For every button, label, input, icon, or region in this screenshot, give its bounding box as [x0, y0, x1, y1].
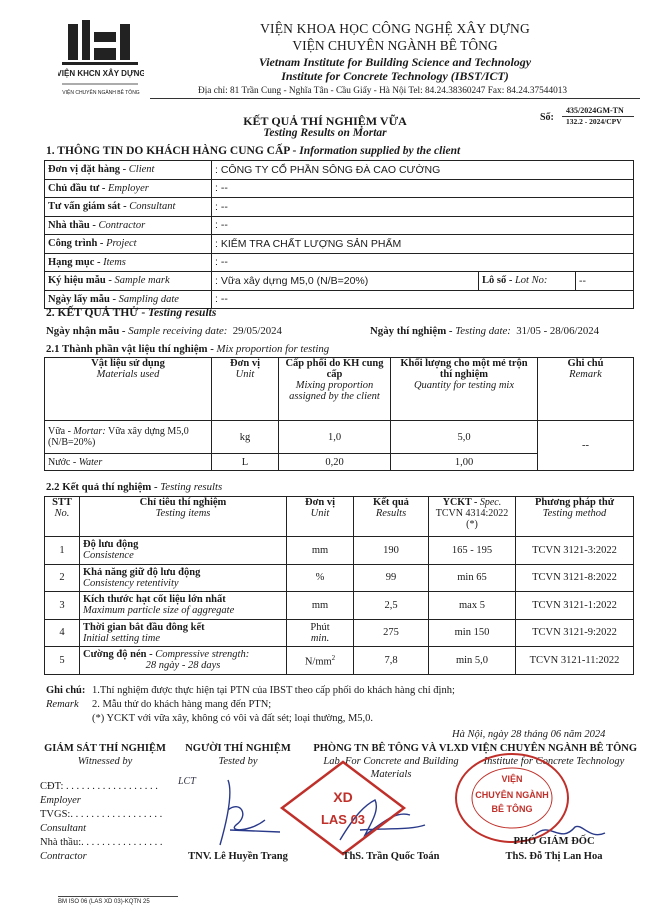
party-employer-dots: . . . . . . . . . . . . . . . . . .	[66, 781, 158, 792]
col-unit2	[287, 497, 354, 537]
col-no-vn: STT	[52, 497, 72, 508]
result-no: 5	[45, 647, 80, 675]
test-results-table	[44, 496, 634, 675]
result-unit-text: N/mm	[304, 656, 332, 667]
col-items	[80, 497, 287, 537]
result-no: 3	[45, 592, 80, 620]
info-label-en: Employer	[108, 182, 149, 194]
result-item-vn	[83, 567, 283, 578]
mat-water-en: Water	[78, 456, 103, 468]
header-divider	[150, 98, 640, 99]
col-mix-vn: Cấp phối do KH cung cấp	[285, 358, 384, 380]
party-employer	[40, 781, 158, 792]
institute-name-en: Institute for Concrete Technology (IBST/ICT)	[281, 69, 509, 83]
info-label	[45, 198, 212, 217]
col-results-vn: Kết quả	[373, 497, 409, 508]
info-label-en: Client	[128, 164, 155, 176]
party-contractor-en: Contractor	[40, 851, 87, 862]
section-2-1-title: 2.1 Thành phần vật liệu thí nghiệm -	[46, 343, 217, 355]
col-quantity	[391, 358, 538, 421]
result-unit	[287, 592, 354, 620]
result-item-vn-text: Độ lưu động	[83, 539, 139, 551]
material-water	[45, 454, 212, 471]
notes-label	[46, 685, 85, 696]
footer-code: BM ISO 06 (LAS XD 03)-KQTN 25	[58, 899, 150, 905]
result-unit-text: Phút	[310, 621, 330, 633]
doc-number-sub: 132.2 - 2024/CPV	[566, 117, 622, 126]
col-spec	[429, 497, 516, 537]
section-2-2-title-en: Testing results	[160, 481, 223, 493]
result-item-en: Initial setting time	[83, 632, 160, 644]
info-label-en: Items	[103, 256, 126, 268]
note-line-1: 1.Thí nghiệm được thực hiện tại PTN của IBST theo cấp phối do khách hàng chỉ định;	[92, 685, 455, 696]
logo-caption: VIỆN KHCN XÂY DỰNG	[58, 69, 144, 78]
sample-mark-en: Sample mark	[114, 275, 170, 287]
party-consultant	[40, 809, 162, 820]
seal-mid2: BÊ TÔNG	[491, 804, 533, 814]
note-line-2: 2. Mẫu thử do khách hàng mang đến PTN;	[92, 699, 272, 710]
sample-mark-label	[45, 272, 212, 291]
result-spec: 165 - 195	[429, 537, 516, 565]
sampling-date-value: : --	[212, 290, 634, 309]
info-label-vn: Tư vấn giám sát -	[48, 201, 130, 213]
ibst-logo	[58, 18, 144, 102]
info-row	[45, 216, 634, 235]
note-line-3: (*) YCKT với vữa xây, không có vôi và đất sét; loại thường, M5,0.	[92, 713, 374, 724]
testing-date-label: Ngày thí nghiệm -	[370, 325, 456, 337]
lot-en: Lot No:	[514, 275, 548, 287]
result-unit-sup: 2	[331, 653, 336, 662]
result-method: TCVN 3121-11:2022	[516, 647, 634, 675]
lab-title-en2: Materials	[370, 769, 412, 780]
receive-date-label-en: Sample receiving date:	[128, 325, 228, 337]
lab-title: PHÒNG TN BÊ TÔNG VÀ VLXD	[313, 743, 469, 754]
result-unit-text: mm	[311, 544, 329, 556]
mortar-quantity: 5,0	[391, 421, 538, 454]
receive-date	[46, 325, 282, 337]
supervisor-title: GIÁM SÁT THÍ NGHIỆM	[44, 743, 166, 754]
lot-value: --	[576, 272, 634, 291]
info-row	[45, 235, 634, 254]
report-title-vn: KẾT QUẢ THÍ NGHIỆM VỮA	[243, 114, 407, 128]
info-label-vn: Chủ đầu tư -	[48, 182, 108, 194]
result-unit-text: mm	[311, 599, 329, 611]
col-spec-vn: YCKT -	[442, 497, 480, 508]
tester-title-en: Tested by	[218, 756, 258, 767]
receive-date-label: Ngày nhận mẫu -	[46, 325, 129, 337]
col-materials-en: Materials used	[96, 369, 160, 380]
result-unit	[287, 537, 354, 565]
result-method: TCVN 3121-1:2022	[516, 592, 634, 620]
result-item	[80, 537, 287, 565]
col-items-en: Testing items	[155, 508, 211, 519]
info-label-en: Consultant	[129, 201, 176, 213]
info-label-vn: Đơn vị đặt hàng -	[48, 164, 129, 176]
receive-date-value: 29/05/2024	[232, 325, 282, 337]
result-spec: min 150	[429, 619, 516, 647]
info-row	[45, 161, 634, 180]
col-method-vn: Phương pháp thử	[534, 497, 615, 508]
water-unit: L	[212, 454, 279, 471]
sampling-date-vn: Ngày lấy mẫu -	[48, 293, 119, 305]
seal-top: VIỆN	[501, 774, 523, 784]
org-name-vn: VIỆN KHOA HỌC CÔNG NGHỆ XÂY DỰNG	[260, 21, 530, 36]
mix-remark: --	[538, 421, 634, 471]
result-item-vn-text: Thời gian bắt đầu đông kết	[83, 621, 205, 633]
party-contractor	[40, 837, 163, 848]
result-unit-text: %	[315, 572, 325, 584]
section-1-title-en: Information supplied by the client	[299, 145, 461, 157]
institute-sign-title: VIỆN CHUYÊN NGÀNH BÊ TÔNG	[470, 743, 638, 754]
result-spec: min 65	[429, 564, 516, 592]
col-items-vn: Chỉ tiêu thí nghiệm	[139, 497, 227, 508]
party-consultant-dots: . . . . . . . . . . . . . . . . . .	[70, 809, 163, 820]
col-mix-proportion	[279, 358, 391, 421]
client-info-table	[44, 160, 634, 309]
las-stamp	[278, 758, 408, 858]
info-label-vn: Hạng mục -	[48, 256, 104, 268]
result-unit	[287, 564, 354, 592]
result-item-vn-it: Compressive strength:	[155, 649, 250, 661]
col-spec-it: Spec.	[479, 497, 502, 508]
col-results	[354, 497, 429, 537]
doc-number-label: Số:	[540, 112, 554, 123]
mortar-unit: kg	[212, 421, 279, 454]
sampling-date-en: Sampling date	[118, 293, 179, 305]
info-value: : --	[212, 216, 634, 235]
result-unit	[287, 647, 354, 675]
col-remark	[538, 358, 634, 421]
col-method-en: Testing method	[542, 508, 607, 519]
result-no: 2	[45, 564, 80, 592]
table-row	[45, 564, 634, 592]
logo-sub: VIỆN CHUYÊN NGÀNH BÊ TÔNG	[62, 90, 140, 96]
footer-divider	[58, 896, 178, 897]
director-role: PHÓ GIÁM ĐỐC	[513, 836, 595, 847]
table-row	[45, 421, 634, 454]
col-materials-vn: Vật liệu sử dụng	[91, 358, 165, 369]
lot-label	[479, 272, 576, 291]
info-value: : --	[212, 253, 634, 272]
table-row	[45, 537, 634, 565]
address-line: Địa chỉ: 81 Trần Cung - Nghĩa Tân - Cầu Giấy - Hà Nội Tel: 84.24.38360247 Fax: 84.24.37544013	[198, 86, 568, 96]
info-label-en: Project	[106, 238, 137, 250]
table-row	[45, 592, 634, 620]
table-row	[45, 619, 634, 647]
result-no: 1	[45, 537, 80, 565]
initials: LCT	[178, 776, 196, 787]
col-results-en: Results	[375, 508, 407, 519]
mat-mortar-vn: Vữa -	[48, 426, 74, 437]
mat-water-vn: Nước -	[48, 456, 79, 468]
result-value: 2,5	[354, 592, 429, 620]
col-no	[45, 497, 80, 537]
result-item-vn-text: Cường độ nén -	[83, 649, 156, 661]
lab-head-name: ThS. Trần Quốc Toán	[342, 851, 440, 862]
info-row	[45, 290, 634, 309]
col-unit2-vn: Đơn vị	[304, 497, 336, 508]
result-item-vn-text: Khả năng giữ độ lưu động	[83, 566, 201, 578]
testing-date-value: 31/05 - 28/06/2024	[516, 325, 600, 337]
report-title-en: Testing Results on Mortar	[263, 127, 387, 139]
testing-date-label-en: Testing date:	[455, 325, 511, 337]
info-value: : --	[212, 179, 634, 198]
info-label-vn: Công trình -	[48, 238, 107, 250]
testing-date	[370, 325, 599, 337]
result-value: 190	[354, 537, 429, 565]
section-2-heading	[46, 307, 216, 319]
section-1-title: 1. THÔNG TIN DO KHÁCH HÀNG CUNG CẤP -	[46, 145, 300, 157]
director-name: ThS. Đỗ Thị Lan Hoa	[505, 851, 603, 862]
result-item-vn	[83, 594, 283, 605]
result-item-en: 28 ngày - 28 days	[145, 660, 221, 672]
section-2-2-heading	[46, 481, 222, 493]
water-proportion: 0,20	[279, 454, 391, 471]
result-spec: min 5,0	[429, 647, 516, 675]
col-unit	[212, 358, 279, 421]
party-contractor-vn: Nhà thầu:	[40, 837, 82, 848]
mix-proportion-table	[44, 357, 634, 471]
result-item	[80, 564, 287, 592]
institute-name-vn: VIỆN CHUYÊN NGÀNH BÊ TÔNG	[292, 38, 498, 53]
col-materials	[45, 358, 212, 421]
result-unit	[287, 619, 354, 647]
info-label-vn: Nhà thầu -	[48, 219, 99, 231]
seal-mid1: CHUYÊN NGÀNH	[475, 790, 549, 800]
result-value: 99	[354, 564, 429, 592]
section-2-title: 2. KẾT QUẢ THỬ -	[46, 307, 149, 319]
section-2-title-en: Testing results	[148, 307, 217, 319]
result-item-en: Maximum particle size of aggregate	[83, 605, 235, 617]
water-quantity: 1,00	[391, 454, 538, 471]
sampling-date-label	[45, 290, 212, 309]
mat-mortar-detail: Vữa xây dựng M5,0 (N/B=20%)	[48, 426, 189, 448]
info-label	[45, 161, 212, 180]
material-mortar	[45, 421, 212, 454]
info-label	[45, 179, 212, 198]
result-spec: max 5	[429, 592, 516, 620]
institute-sign-title-en: Institute for Concrete Technology	[483, 756, 625, 767]
col-remark-en: Remark	[569, 369, 602, 380]
col-qty-en: Quantity for testing mix	[413, 380, 515, 391]
col-spec-en2: (*)	[466, 519, 478, 530]
section-2-2-title: 2.2 Kết quả thí nghiệm -	[46, 481, 161, 493]
result-unit-en: min.	[310, 632, 330, 644]
section-2-1-title-en: Mix proportion for testing	[216, 343, 330, 355]
result-item-vn	[83, 649, 283, 660]
party-contractor-dots: . . . . . . . . . . . . . . . .	[81, 837, 163, 848]
result-item	[80, 592, 287, 620]
mat-mortar-en: Mortar:	[73, 426, 106, 437]
info-label	[45, 235, 212, 254]
col-unit-vn: Đơn vị	[229, 358, 261, 369]
result-method: TCVN 3121-3:2022	[516, 537, 634, 565]
info-row	[45, 272, 634, 291]
result-item	[80, 619, 287, 647]
info-value: : KIỂM TRA CHẤT LƯỢNG SẢN PHẨM	[212, 235, 634, 254]
result-method: TCVN 3121-8:2022	[516, 564, 634, 592]
sample-mark-vn: Ký hiệu mẫu -	[48, 275, 115, 287]
stamp-xd: XD	[333, 789, 353, 805]
result-item-en: Consistence	[83, 550, 134, 562]
party-employer-vn: CĐT:	[40, 781, 67, 792]
info-label	[45, 253, 212, 272]
sign-date: Hà Nội, ngày 28 tháng 06 năm 2024	[452, 729, 606, 740]
result-method: TCVN 3121-9:2022	[516, 619, 634, 647]
col-mix-en: Mixing proportion assigned by the client	[289, 380, 380, 402]
party-employer-en: Employer	[40, 795, 81, 806]
tester-name: TNV. Lê Huyền Trang	[188, 851, 288, 862]
col-no-en: No.	[54, 508, 70, 519]
doc-number: 435/2024GM-TN	[566, 106, 624, 115]
info-label-en: Contractor	[98, 219, 146, 231]
info-row	[45, 253, 634, 272]
col-spec-en: TCVN 4314:2022	[435, 508, 509, 519]
result-item-vn-text: Kích thước hạt cốt liệu lớn nhất	[83, 594, 226, 606]
notes-label-en: Remark	[46, 699, 79, 710]
notes-label-vn: Ghi chú:	[46, 685, 86, 696]
section-2-1-heading	[46, 343, 329, 355]
col-method	[516, 497, 634, 537]
col-unit-en: Unit	[235, 369, 255, 380]
info-value: : CÔNG TY CỔ PHẦN SÔNG ĐÀ CAO CƯỜNG	[212, 161, 634, 180]
sample-mark-value: : Vữa xây dựng M5,0 (N/B=20%)	[212, 272, 479, 291]
col-remark-vn: Ghi chú	[567, 358, 604, 369]
tester-title: NGƯỜI THÍ NGHIỆM	[185, 743, 291, 754]
result-no: 4	[45, 619, 80, 647]
section-1-heading	[46, 145, 460, 157]
result-item-en: Consistency retentivity	[83, 577, 179, 589]
table-row	[45, 647, 634, 675]
stamp-las: LAS 03	[320, 812, 366, 827]
result-item-vn	[83, 539, 283, 550]
info-row	[45, 179, 634, 198]
party-consultant-vn: TVGS:	[40, 809, 71, 820]
info-row	[45, 198, 634, 217]
lab-title-en1: Lab. For Concrete and Building	[323, 756, 459, 767]
party-consultant-en: Consultant	[40, 823, 87, 834]
org-name-en: Vietnam Institute for Building Science and Technology	[258, 55, 532, 69]
result-value: 7,8	[354, 647, 429, 675]
lot-vn: Lô số -	[482, 275, 515, 287]
info-value: : --	[212, 198, 634, 217]
mortar-proportion: 1,0	[279, 421, 391, 454]
col-unit2-en: Unit	[310, 508, 330, 519]
result-item-vn	[83, 622, 283, 633]
institute-seal	[452, 750, 572, 846]
result-item	[80, 647, 287, 675]
info-label	[45, 216, 212, 235]
result-value: 275	[354, 619, 429, 647]
col-qty-vn: Khối lượng cho một mẻ trộn thí nghiệm	[400, 358, 528, 380]
supervisor-title-en: Witnessed by	[77, 756, 133, 767]
